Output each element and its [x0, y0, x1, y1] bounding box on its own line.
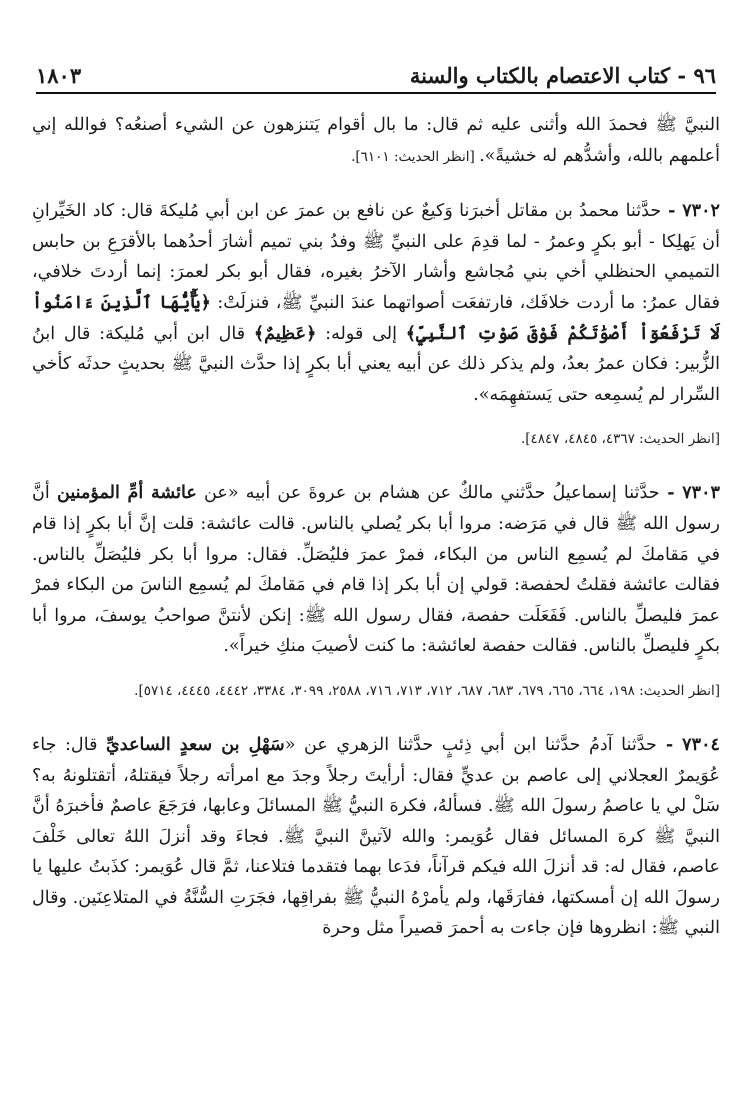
- hadith-7303-references: [انظر الحديث: ١٩٨، ٦٦٤، ٦٦٥، ٦٧٩، ٦٨٣، ٦٨٧، ٧١٢، ٧١٣، ٧١٦، ٢٥٨٨، ٣٠٩٩، ٣٣٨٤، ٤٤٤٢، ٤٤٤٥، ٥٧١٤].: [134, 682, 720, 699]
- hadith-7302: [32, 196, 720, 410]
- page-number: ١٨٠٣: [36, 63, 82, 88]
- hadith-7301-reference: [انظر الحديث: ٦١٠١].: [351, 148, 480, 165]
- quran-verse-2: ﴿عَظِيمٌ﴾: [253, 322, 317, 344]
- hadith-7304-narrator: سَهْلِ بن سعدٍ الساعديِّ: [105, 733, 285, 755]
- hadith-7301-text: النبيَّ ﷺ فحمدَ الله وأثنى عليه ثم قال: ما بال أقوام يَتنزهون عن الشيء أصنعُه؟ فوالله إني أعلمهم بالله، وأشدُّهم له خشيةً».: [32, 115, 720, 166]
- page-header: [36, 60, 716, 94]
- running-title: ٩٦ - كتاب الاعتصام بالكتاب والسنة: [409, 63, 716, 88]
- hadith-7303-number: ٧٣٠٣ -: [659, 482, 721, 504]
- hadith-7304-number: ٧٣٠٤ -: [656, 733, 720, 755]
- quran-verse-1: ﴿يَٰٓأَيُّهَا ٱلَّذِينَ ءَامَنُواْ لَا تَرْفَعُوٓاْ أَصْوَٰتَكُمْ فَوْقَ صَوْتِ ٱلنَّبِيِّ﴾: [32, 291, 721, 344]
- hadith-7302-references: [انظر الحديث: ٤٣٦٧، ٤٨٤٥، ٤٨٤٧].: [520, 431, 720, 448]
- hadith-7301-continuation: [32, 110, 720, 172]
- hadith-7303-text-1: حدَّثنا إسماعيلُ حدَّثني مالكٌ عن هشام بن عروةَ عن أبيه «عن: [196, 483, 660, 504]
- page-body: [32, 110, 720, 944]
- hadith-7302-text-3: قال ابن أبي مُليكة: قال ابنُ الزُّبير: فكان عمرُ بعدُ، ولم يذكر ذلك عن أبيه يعني أبا بكرٍ إذا حدَّث النبيَّ ﷺ بحديثٍ حدثَه كأخي السِّرار لم يُسمِعه حتى يَستفهِمَه».: [32, 323, 720, 405]
- hadith-7304-text-1: حدَّثنا آدمُ حدَّثنا ابن أبي ذِئبٍ حدَّثنا الزهري عن «: [284, 734, 657, 755]
- hadith-7303-text-2: أنَّ رسول الله ﷺ قال في مَرَضه: مروا أبا بكر يُصلي بالناس. قالت عائشة: قلت إنَّ أبا بكرٍ إذا قام في مَقامكَ لم يُسمِع الناس من البكاء، فمرْ عمرَ فليُصَلِّ. فقال: مروا أبا بكر فليُصَلِّ بالناس. فقالت عائشة فقلتُ لحفصة: قولي إن أبا بكر إذا قام في مَقامكَ لم يُسمِع الناسَ من البكاء فمرْ عمرَ فليصلِّ بالناس. فَفَعَلَت حفصة، فقال رسول الله ﷺ: إنكن لأنتنَّ صواحبُ يوسفَ، مروا أبا بكرٍ فليصلِّ بالناس. فقالت حفصة لعائشة: ما كنت لأصيبَ منكِ خيراً».: [32, 483, 720, 657]
- hadith-7303: [32, 478, 720, 662]
- hadith-7304: [32, 730, 720, 944]
- hadith-7304-text-2: قال: جاء عُوَيمرٌ العجلاني إلى عاصم بن عديٍّ فقال: أرأيتَ رجلاً وجدَ مع امرأته رجلاً فيقتلهُ، أتقتلونهُ به؟ سَلْ لي يا عاصمُ رسولَ الله ﷺ. فسألهُ، فكرهَ النبيُّ ﷺ المسائلَ وعابها، فرَجَعَ عاصمٌ فأخبرَهُ أنَّ النبيَّ ﷺ كرهَ المسائل فقال عُوَيمر: والله لآتينَّ النبيَّ ﷺ. فجاءَ وقد أنزلَ اللهُ تعالى خَلْفَ عاصم، فقال له: قد أنزلَ الله فيكم قرآناً، فدَعا بهما فتقدما فتلاعنا، ثمَّ قال عُوَيمر: كذَبتُ عليها يا رسولَ الله إن أمسكتها، ففارَقَها، ولم يأمرْهُ النبيُّ ﷺ بفراقِها، فجَرَتِ السُّنَّةُ في المتلاعِنَين. وقال النبي ﷺ: انظروها فإن جاءت به أحمرَ قصيراً مثل وحرة: [32, 734, 720, 939]
- hadith-7302-number: ٧٣٠٢ -: [661, 200, 721, 222]
- hadith-7302-text-2: إلى قوله:: [316, 323, 406, 344]
- hadith-7303-narrator: عائشة أمِّ المؤمنين: [56, 482, 197, 504]
- hadith-7302-text-1: حدَّثنا محمدُ بن مقاتل أخبرَنا وَكيعٌ عن نافع بن عمرَ عن ابن أبي مُليكةَ قال: كاد الخَيِّرانِ أن يَهلِكا - أبو بكرٍ وعمرُ - لما قدِمَ على النبيِّ ﷺ وفدُ بني تميم أشارَ أحدُهما بالأقرَعِ بن حابس التميمي الحنظلي أخي بني مُجاشع وأشار الآخرُ بغيره، فقال أبو بكر لعمرَ: إنما أردتَ خلافي، فقال عمرُ: ما أردت خلافَك، فارتفعَت أصواتهما عندَ النبيِّ ﷺ، فنزلَتْ:: [32, 201, 720, 313]
